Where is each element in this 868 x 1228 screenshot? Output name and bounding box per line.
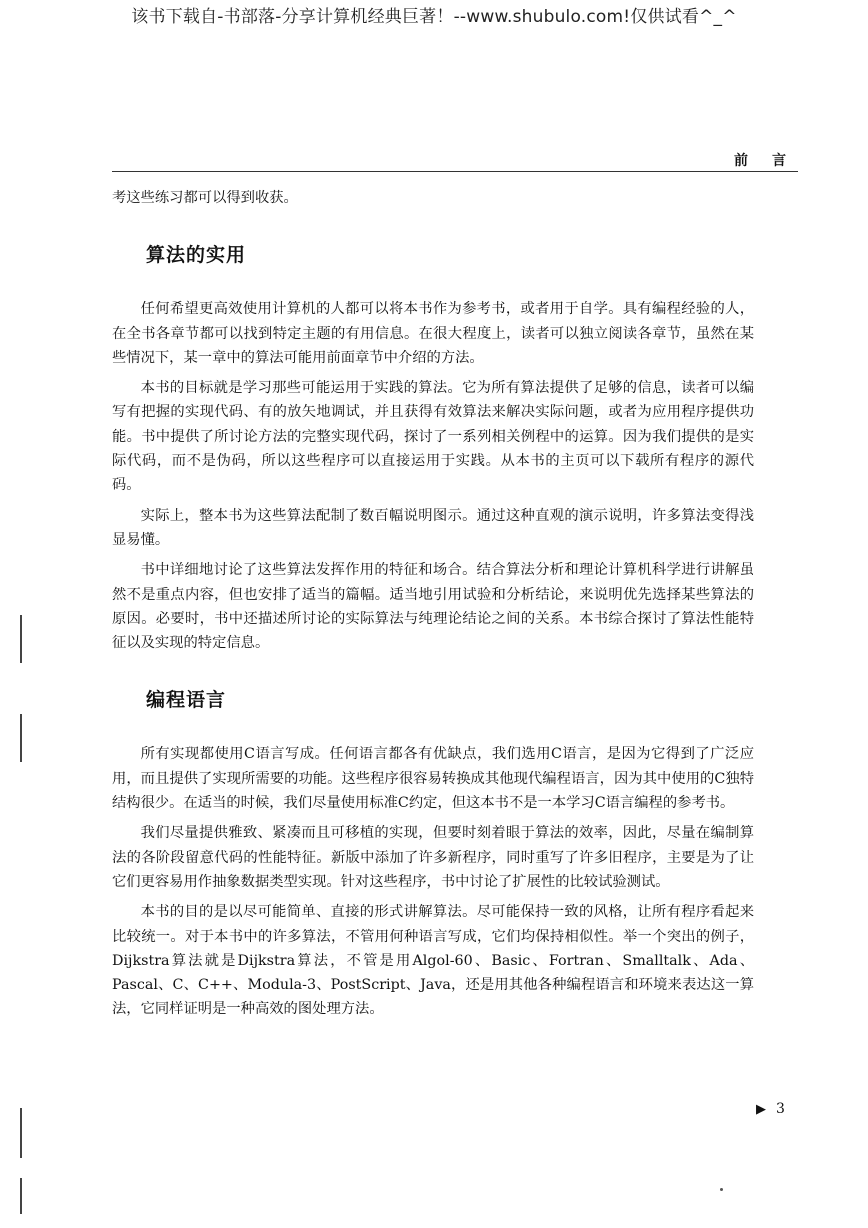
arrow-right-icon: ▶ <box>756 1102 766 1117</box>
section-heading: 编程语言 <box>146 689 227 712</box>
scan-margin-line <box>20 1178 22 1214</box>
page-number: 3 <box>776 1101 785 1117</box>
section-heading: 算法的实用 <box>146 244 247 267</box>
running-header: 前言 <box>734 153 810 169</box>
body-paragraph: 任何希望更高效使用计算机的人都可以将本书作为参考书，或者用于自学。具有编程经验的人，在全书各章节都可以找到特定主题的有用信息。在很大程度上，读者可以独立阅读各章节，虽然在某些情况下，某一章中的算法可能用前面章节中介绍的方法。 <box>112 301 754 366</box>
scan-margin-line <box>20 714 22 762</box>
scan-speck <box>720 1188 723 1191</box>
scan-margin-line <box>20 1108 22 1158</box>
body-paragraph: 实际上，整本书为这些算法配制了数百幅说明图示。通过这种直观的演示说明，许多算法变得浅显易懂。 <box>112 507 754 548</box>
body-paragraph: 考这些练习都可以得到收获。 <box>112 190 298 206</box>
body-paragraph: 本书的目的是以尽可能简单、直接的形式讲解算法。尽可能保持一致的风格，让所有程序看起来比较统一。对于本书中的许多算法，不管用何种语言写成，它们均保持相似性。举一个突出的例子，Dijkstra算法就是Dijkstra算法，不管是用Algol-60、Basic、Fortran、Smalltalk、Ada、Pascal、C、C++、Modula-3、PostScript、Java，还是用其他各种编程语言和环境来表达这一算法，它同样证明是一种高效的图处理方法。 <box>112 904 754 1018</box>
page-body <box>112 186 754 1028</box>
body-paragraph: 书中详细地讨论了这些算法发挥作用的特征和场合。结合算法分析和理论计算机科学进行讲解虽然不是重点内容，但也安排了适当的篇幅。适当地引用试验和分析结论，来说明优先选择某些算法的原因。必要时，书中还描述所讨论的实际算法与纯理论结论之间的关系。本书综合探讨了算法性能特征以及实现的特定信息。 <box>112 562 754 652</box>
body-paragraph: 所有实现都使用C语言写成。任何语言都各有优缺点，我们选用C语言，是因为它得到了广泛应用，而且提供了实现所需要的功能。这些程序很容易转换成其他现代编程语言，因为其中使用的C独特结构很少。在适当的时候，我们尽量使用标准C约定，但这本书不是一本学习C语言编程的参考书。 <box>112 746 754 812</box>
body-paragraph: 我们尽量提供雅致、紧凑而且可移植的实现，但要时刻着眼于算法的效率，因此，尽量在编制算法的各阶段留意代码的性能特征。新版中添加了许多新程序，同时重写了许多旧程序，主要是为了让它们更容易用作抽象数据类型实现。针对这些程序，书中讨论了扩展性的比较试验测试。 <box>112 825 754 890</box>
page-footer <box>756 1101 785 1117</box>
body-paragraph: 本书的目标就是学习那些可能运用于实践的算法。它为所有算法提供了足够的信息，读者可以编写有把握的实现代码、有的放矢地调试，并且获得有效算法来解决实际问题，或者为应用程序提供功能。书中提供了所讨论方法的完整实现代码，探讨了一系列相关例程中的运算。因为我们提供的是实际代码，而不是伪码，所以这些程序可以直接运用于实践。从本书的主页可以下载所有程序的源代码。 <box>112 380 754 494</box>
download-banner: 该书下载自-书部落-分享计算机经典巨著！--www.shubulo.com!仅供试看^_^ <box>131 7 737 27</box>
header-rule <box>112 171 798 172</box>
scan-margin-line <box>20 615 22 663</box>
